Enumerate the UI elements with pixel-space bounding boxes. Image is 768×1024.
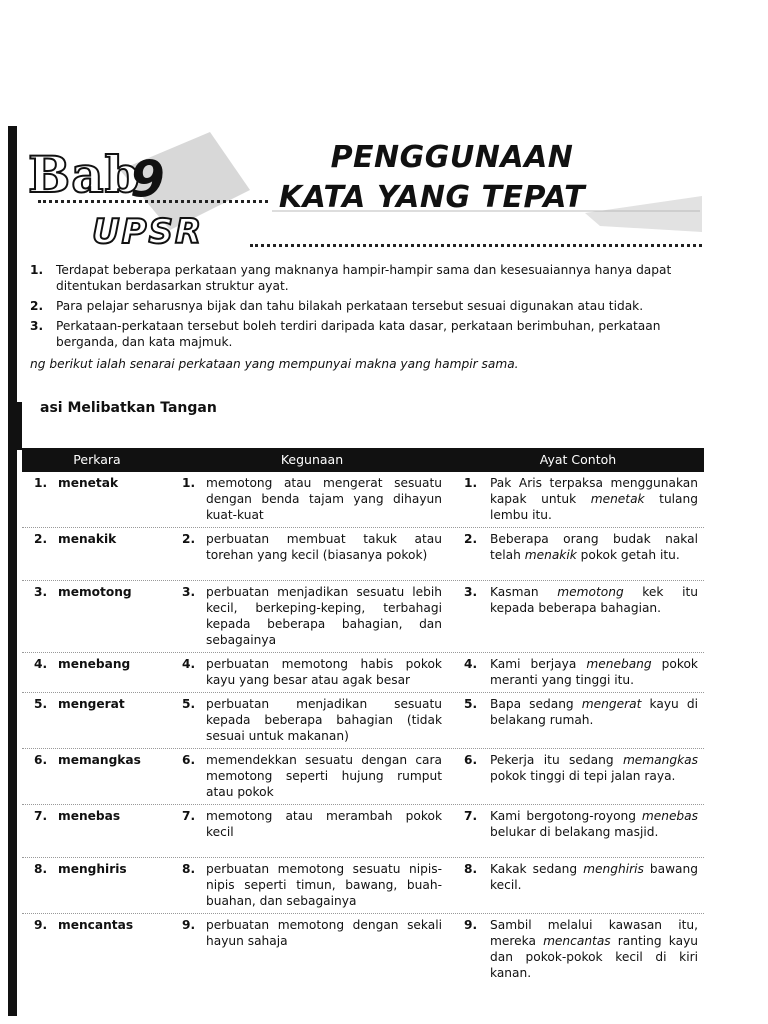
example-keyword: menebas [641,809,698,823]
example-text-after: pokok meranti yang tinggi itu. [490,657,698,687]
example-text-after: pokok getah itu. [576,548,680,562]
example-text-after: belukar di belakang masjid. [490,825,659,839]
example-text-before: Kakak sedang [490,862,584,876]
note-number: 2. [30,299,44,313]
cell-perkara [22,653,172,692]
example-text-after: kayu di belakang rumah. [490,697,699,727]
row-word: mencantas [58,918,134,932]
use-text: memotong atau merambah pokok kecil [206,809,442,839]
row-word: menghiris [58,862,127,876]
example-text-after: bawang kecil. [490,862,698,892]
cell-ayat-contoh [452,472,704,527]
use-text: memotong atau mengerat sesuatu dengan benda tajam yang dihayun kuat-kuat [206,476,442,522]
table-row [22,749,704,805]
cell-perkara [22,472,172,527]
example-keyword: mengerat [581,697,642,711]
table-row [22,693,704,749]
use-number: 1. [182,476,196,490]
example-number: 4. [464,657,478,671]
table-body [22,472,704,985]
row-word: menebang [58,657,131,671]
row-word: memotong [58,585,132,599]
table-row [22,805,704,858]
cell-ayat-contoh [452,914,704,985]
example-keyword: menetak [590,492,645,506]
cell-ayat-contoh [452,749,704,804]
row-number: 7. [34,809,48,823]
cell-kegunaan [172,472,452,527]
use-number: 9. [182,918,196,932]
example-number: 5. [464,697,478,711]
note-number: 3. [30,319,44,333]
notes-list [30,262,706,376]
example-keyword: menghiris [583,862,644,876]
row-number: 4. [34,657,48,671]
example-keyword: memotong [557,585,624,599]
example-text-before: Kasman [490,585,558,599]
row-word: menetak [58,476,119,490]
chapter-title-line-2: KATA YANG TEPAT [278,180,586,215]
row-number: 1. [34,476,48,490]
cell-kegunaan [172,805,452,857]
use-text: perbuatan memotong habis pokok kayu yang besar atau agak besar [206,657,442,687]
use-number: 2. [182,532,196,546]
use-text: perbuatan menjadikan sesuatu lebih kecil, berkeping-keping, terbahagi kepada beberapa bahagian, dan sebagainya [206,585,442,647]
chapter-label: Bab [28,145,141,204]
table-row [22,858,704,914]
cell-ayat-contoh [452,805,704,857]
example-number: 2. [464,532,478,546]
use-number: 5. [182,697,196,711]
note-number: 1. [30,263,44,277]
use-text: perbuatan menjadikan sesuatu kepada beberapa bahagian (tidak sesuai untuk makanan) [206,697,442,743]
table-row [22,528,704,581]
cell-kegunaan [172,653,452,692]
cell-kegunaan [172,858,452,913]
cell-ayat-contoh [452,693,704,748]
cell-perkara [22,749,172,804]
cell-perkara [22,581,172,652]
example-number: 6. [464,753,478,767]
example-keyword: memangkas [622,753,698,767]
example-keyword: menakik [524,548,577,562]
cell-kegunaan [172,749,452,804]
cell-kegunaan [172,914,452,985]
example-text-before: Kami berjaya [490,657,587,671]
row-word: menebas [58,809,121,823]
note-text: Para pelajar seharusnya bijak dan tahu bilakah perkataan tersebut sesuai digunakan atau tidak. [56,299,644,313]
cell-perkara [22,528,172,580]
use-text: perbuatan memotong dengan sekali hayun sahaja [206,918,442,948]
cell-perkara [22,858,172,913]
example-text-before: Pekerja itu sedang [490,753,623,767]
example-text-before: Beberapa orang budak nakal telah [490,532,698,562]
example-text-before: Bapa sedang [490,697,582,711]
cell-ayat-contoh [452,858,704,913]
row-number: 8. [34,862,48,876]
cell-perkara [22,914,172,985]
example-text-before: Kami bergotong-royong [490,809,642,823]
note-text: Terdapat beberapa perkataan yang maknanya hampir-hampir sama dan kesesuaiannya hanya dapat ditentukan berdasarkan struktur ayat. [56,263,672,293]
cell-kegunaan [172,693,452,748]
use-text: perbuatan membuat takuk atau torehan yang kecil (biasanya pokok) [206,532,442,562]
row-number: 6. [34,753,48,767]
cell-perkara [22,693,172,748]
use-number: 8. [182,862,196,876]
column-header-ayat-contoh: Ayat Contoh [539,452,617,467]
table-row [22,914,704,985]
chapter-number: 9 [130,150,165,208]
row-word: mengerat [58,697,125,711]
cell-perkara [22,805,172,857]
row-number: 9. [34,918,48,932]
cell-ayat-contoh [452,581,704,652]
row-number: 3. [34,585,48,599]
intro-text: ng berikut ialah senarai perkataan yang mempunyai makna yang hampir sama. [30,357,519,371]
cell-kegunaan [172,581,452,652]
use-text: memendekkan sesuatu dengan cara memotong seperti hujung rumput atau pokok [206,753,442,799]
example-text-before: Pak Aris terpaksa menggunakan kapak untuk [490,476,698,506]
note-item [30,318,706,350]
example-number: 1. [464,476,478,490]
chapter-title-line-1: PENGGUNAAN [330,140,574,175]
use-number: 6. [182,753,196,767]
note-text: Perkataan-perkataan tersebut boleh terdiri daripada kata dasar, perkataan berimbuhan, perkataan berganda, dan kata majmuk. [56,319,661,349]
table-header-row [22,448,704,472]
note-item [30,262,706,294]
table-row [22,581,704,653]
example-text-after: tulang lembu itu. [490,492,698,522]
use-text: perbuatan memotong sesuatu nipis-nipis seperti timun, bawang, buah-buahan, dan sebagainya [206,862,442,908]
word-table [22,448,704,985]
example-text-after: ranting kayu dan pokok-pokok kecil di kiri kanan. [490,934,699,980]
cell-kegunaan [172,528,452,580]
table-row [22,653,704,693]
page-spine-tab [8,402,22,450]
use-number: 3. [182,585,196,599]
header-dotted-rule-bottom [250,244,702,247]
example-number: 9. [464,918,478,932]
row-word: memangkas [58,753,141,767]
column-header-kegunaan: Kegunaan [280,452,344,467]
row-number: 5. [34,697,48,711]
section-heading: asi Melibatkan Tangan [40,400,217,416]
example-keyword: mencantas [543,934,611,948]
example-number: 7. [464,809,478,823]
example-text-after: kek itu kepada beberapa bahagian. [490,585,698,615]
note-item [30,298,706,314]
row-word: menakik [58,532,117,546]
example-number: 3. [464,585,478,599]
use-number: 7. [182,809,196,823]
upsr-badge: UPSR [92,212,204,252]
example-text-after: pokok tinggi di tepi jalan raya. [490,769,676,783]
example-keyword: menebang [586,657,652,671]
use-number: 4. [182,657,196,671]
cell-ayat-contoh [452,528,704,580]
table-row [22,472,704,528]
cell-ayat-contoh [452,653,704,692]
row-number: 2. [34,532,48,546]
example-text-before: Sambil melalui kawasan itu, mereka [490,918,698,948]
example-number: 8. [464,862,478,876]
chapter-title [272,138,592,218]
column-header-perkara: Perkara [73,452,121,467]
